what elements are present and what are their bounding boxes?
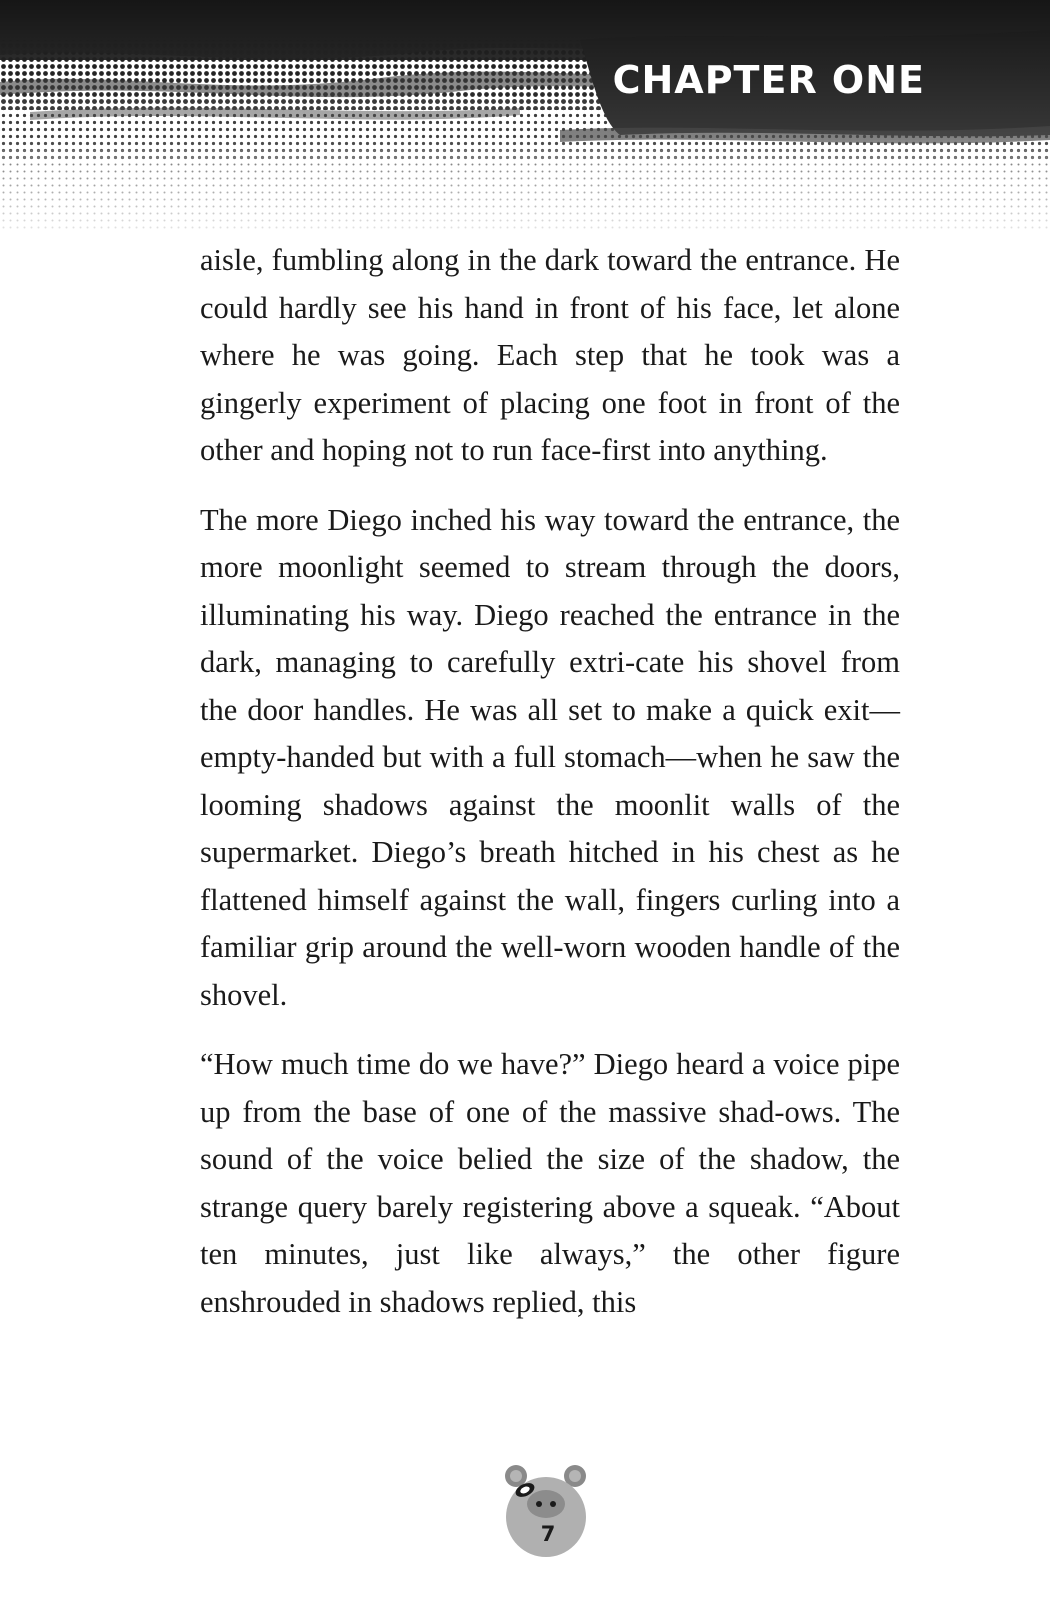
halftone-brush-background <box>0 0 1050 250</box>
page-number: 7 <box>540 1522 556 1546</box>
chapter-title: CHAPTER ONE <box>612 58 925 102</box>
paragraph: aisle, fumbling along in the dark toward the entrance. He could hardly see his hand in front of his face, let alone where he was going. Each step that he took was a gingerly experiment of placing one foot in front of the other and hoping not to run face-first into anything. <box>200 243 900 467</box>
page-number-badge <box>503 1462 593 1562</box>
paragraph: “How much time do we have?” Diego heard a voice pipe up from the base of one of the massive shad-ows. The sound of the voice belied the size of the shadow, the strange query barely registering above a squeak. “About ten minutes, just like always,” the other figure enshrouded in shadows replied, this <box>200 1047 900 1319</box>
paragraph: The more Diego inched his way toward the entrance, the more moonlight seemed to stream through the doors, illuminating his way. Diego reached the entrance in the dark, managing to carefully extri-cate his shovel from the door handles. He was all set to make a quick exit—empty-handed but with a full stomach—when he saw the looming shadows against the moonlit walls of the supermarket. Diego’s breath hitched in his chest as he flattened himself against the wall, fingers curling into a familiar grip around the well-worn wooden handle of the shovel. <box>200 502 900 1012</box>
chapter-body-text <box>200 237 900 1348</box>
chapter-header-band <box>0 0 1050 250</box>
pig-face-icon <box>503 1462 593 1562</box>
